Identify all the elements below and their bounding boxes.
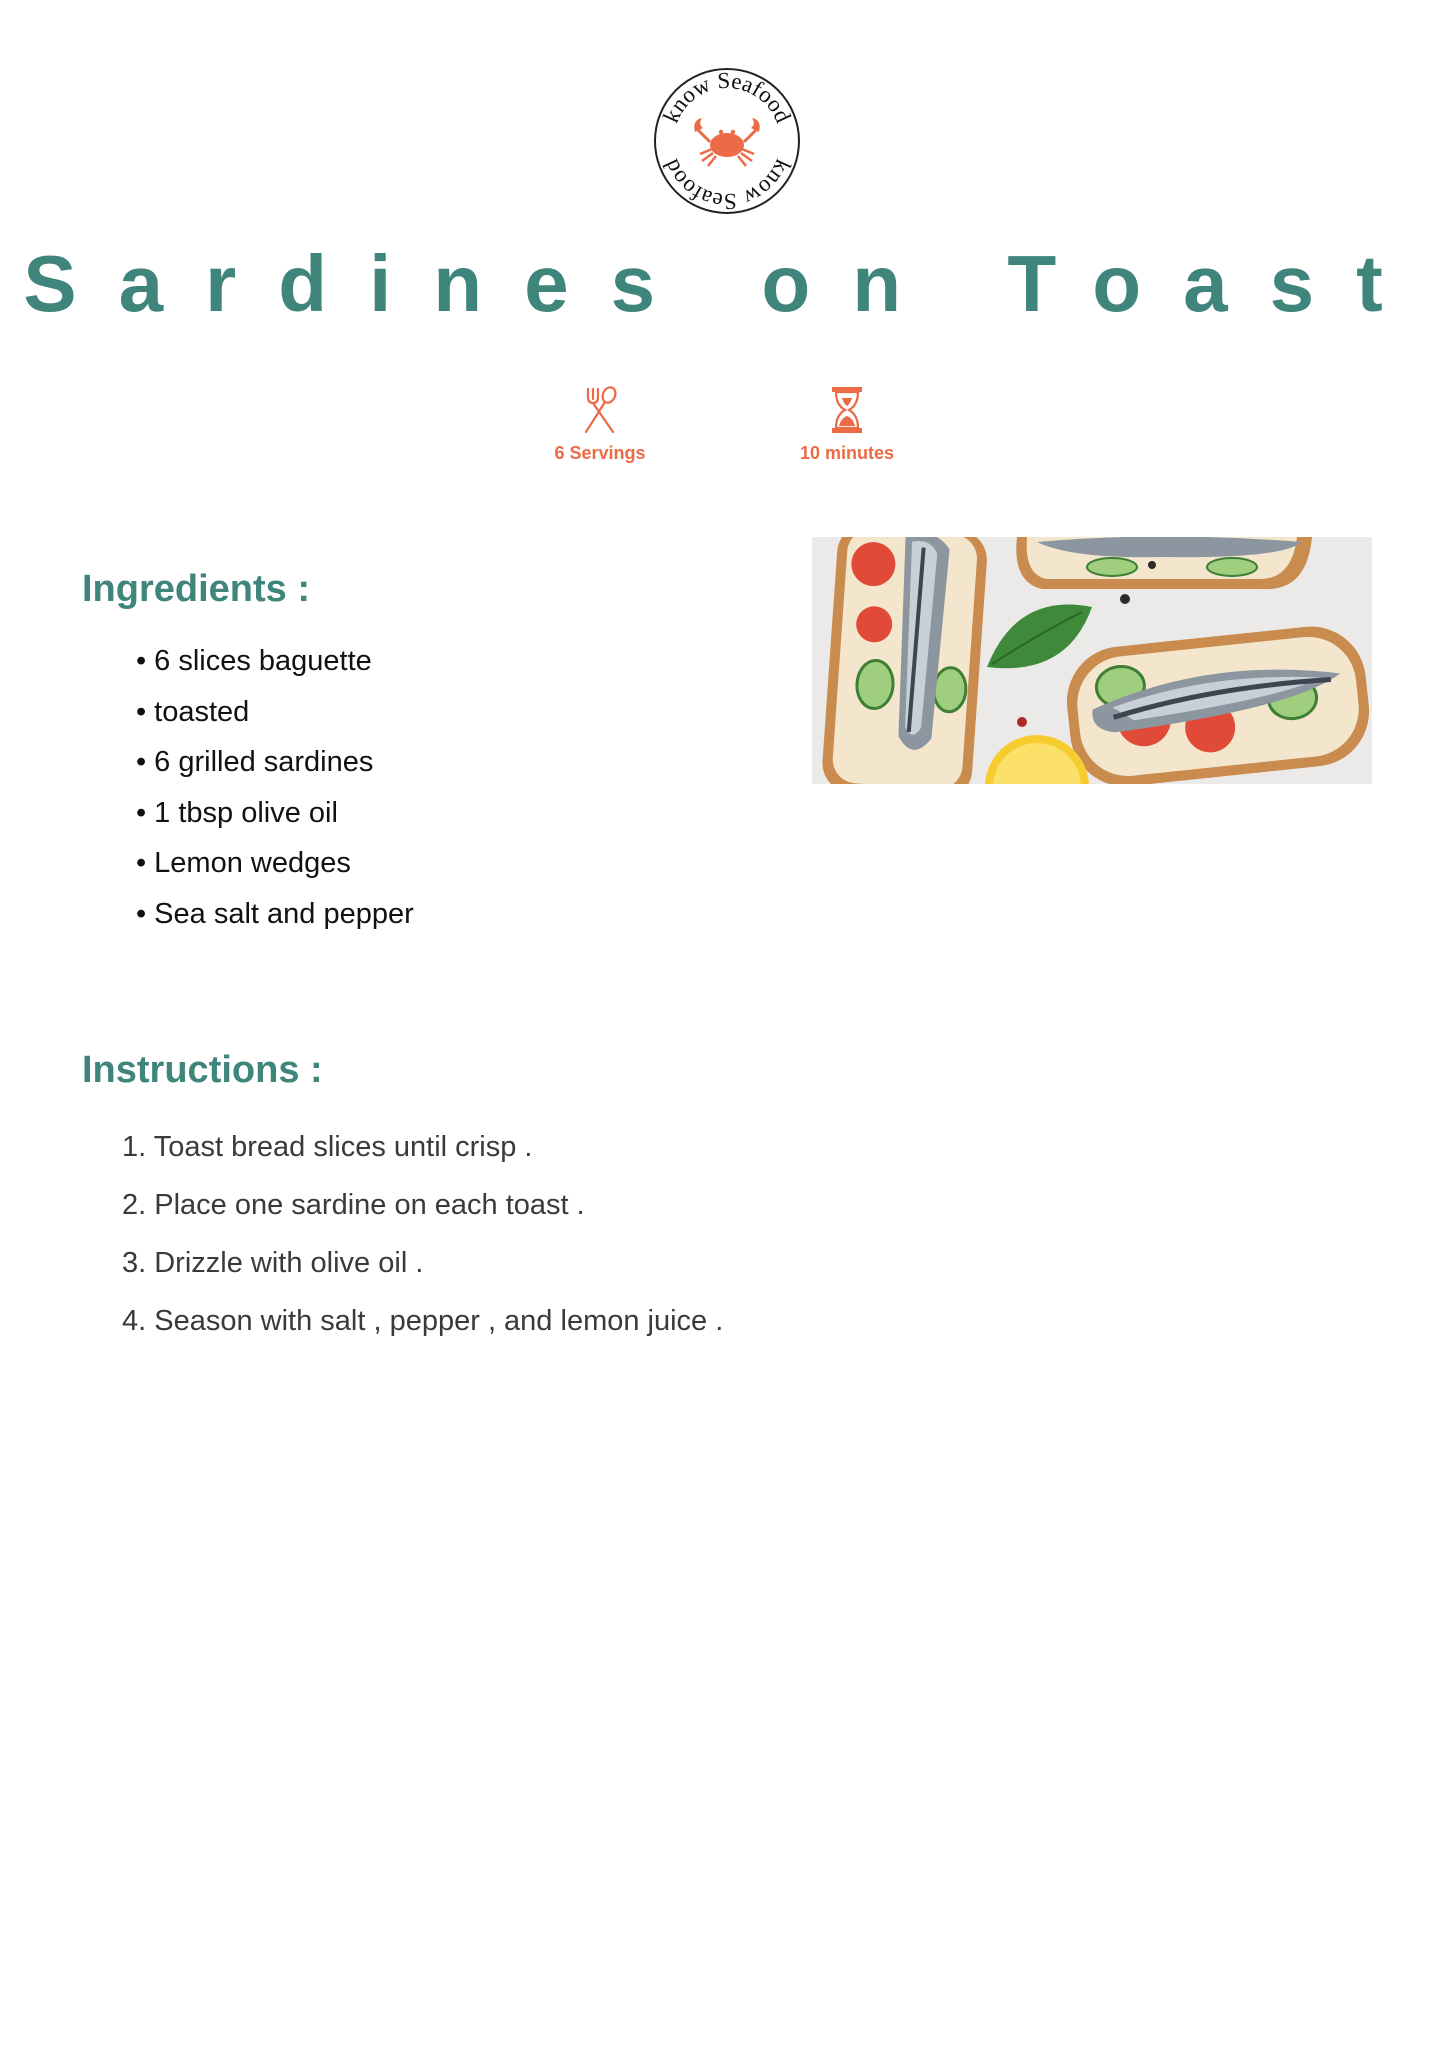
list-item: • Sea salt and pepper (136, 897, 414, 930)
servings-info (530, 385, 670, 464)
servings-label: 6 Servings (554, 443, 646, 463)
know-seafood-logo (652, 66, 802, 216)
list-item: 2. Place one sardine on each toast . (122, 1189, 585, 1221)
time-info (777, 385, 917, 464)
list-item: • 6 grilled sardines (136, 746, 374, 778)
ingredient-text: 1 tbsp olive oil (154, 796, 338, 829)
list-item: 4. Season with salt , pepper , and lemon juice . (122, 1305, 724, 1337)
logo-text-bottom: know Seafood (658, 155, 796, 215)
recipe-title: Sardines on Toast (23, 239, 1425, 328)
instructions-heading: Instructions : (82, 1049, 323, 1091)
sardines-toast-photo (812, 537, 1372, 784)
ingredient-list (136, 636, 414, 939)
ingredient-text: 6 grilled sardines (154, 746, 374, 778)
ingredient-text: 6 slices baguette (154, 645, 372, 677)
list-item: • 1 tbsp olive oil (136, 796, 338, 829)
list-item: • 6 slices baguette (136, 645, 372, 677)
list-item: • Lemon wedges (136, 847, 351, 879)
fork-spoon-icon (580, 385, 620, 435)
list-item: • toasted (136, 695, 250, 728)
list-item: 3. Drizzle with olive oil . (122, 1247, 424, 1279)
instruction-list (122, 1118, 723, 1350)
ingredients-heading: Ingredients : (82, 568, 311, 610)
ingredient-text: Sea salt and pepper (154, 897, 414, 930)
ingredient-text: toasted (154, 695, 250, 728)
ingredient-text: Lemon wedges (154, 847, 351, 879)
time-label: 10 minutes (799, 443, 895, 463)
list-item: 1. Toast bread slices until crisp . (122, 1131, 533, 1163)
hourglass-icon (827, 385, 867, 435)
logo-text-top: know Seafood (658, 67, 796, 127)
